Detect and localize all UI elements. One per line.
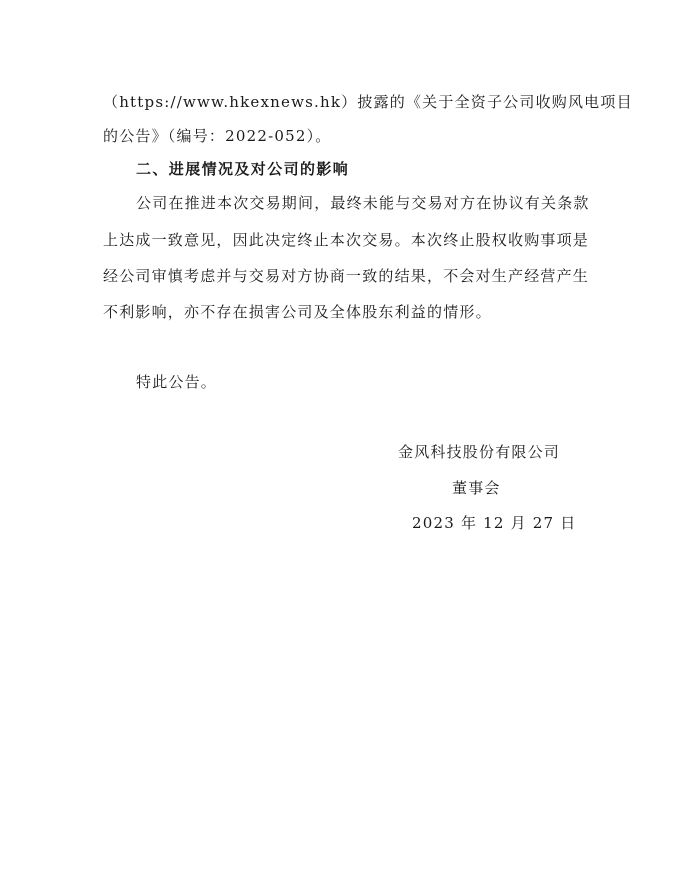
paragraph-2-line-1: 公司在推进本次交易期间，最终未能与交易对方在协议有关条款 (136, 194, 590, 212)
paragraph-2-line-3: 经公司审慎考虑并与交易对方协商一致的结果，不会对生产经营产生 (103, 267, 590, 285)
paragraph-1-line-1: （https://www.hkexnews.hk）披露的《关于全资子公司收购风电项目 (103, 93, 633, 111)
paragraph-1-line-2: 的公告》（编号：2022-052）。 (103, 127, 332, 145)
closing-remark: 特此公告。 (136, 373, 218, 391)
paragraph-2-line-2: 上达成一致意见，因此决定终止本次交易。本次终止股权收购事项是 (103, 231, 590, 249)
signature-company: 金风科技股份有限公司 (398, 443, 561, 461)
section-heading: 二、进展情况及对公司的影响 (136, 160, 350, 178)
signature-date: 2023 年 12 月 27 日 (412, 514, 577, 532)
signature-board: 董事会 (452, 479, 501, 497)
paragraph-2-line-4: 不利影响，亦不存在损害公司及全体股东利益的情形。 (103, 303, 492, 321)
